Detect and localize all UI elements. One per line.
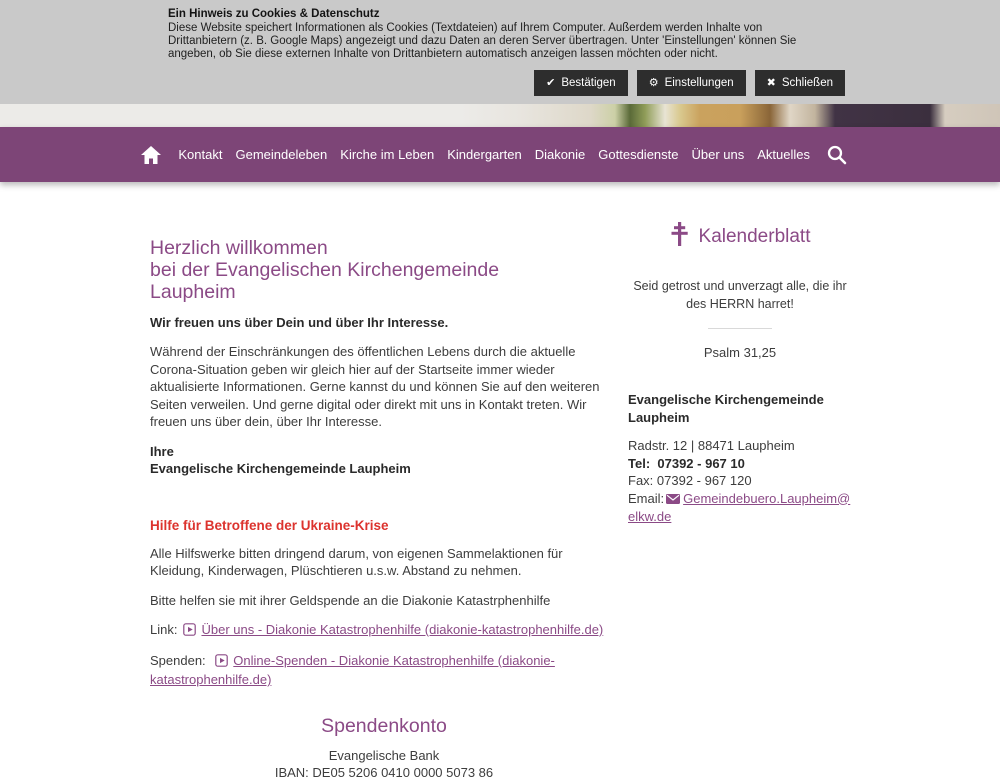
contact-fax: Fax: 07392 - 967 120 xyxy=(628,473,752,488)
cookie-title: Ein Hinweis zu Cookies & Datenschutz xyxy=(168,8,380,20)
sidebar xyxy=(628,222,852,526)
header-photo xyxy=(0,104,1000,127)
close-icon: ✖ xyxy=(766,76,776,89)
contact-block xyxy=(628,391,852,526)
phone-label: Tel: xyxy=(628,455,651,471)
cookie-body: Diese Website speichert Informationen als Cookies (Textdateien) auf Ihrem Computer. Außerdem werden Inhalte von Drittanbietern (z. B. Google Maps) angezeigt und dazu Daten an deren Server übertragen. Unter 'Einstellungen' können Sie angeben, ob Sie diese externen Inhalte von Drittanbietern automatisch anzeigen lassen möchten oder nicht. xyxy=(168,22,797,60)
nav-item-gemeindeleben[interactable]: Gemeindeleben xyxy=(235,147,328,162)
page-title xyxy=(150,237,560,303)
nav-item-aktuelles[interactable]: Aktuelles xyxy=(757,147,810,162)
main-navbar xyxy=(0,127,1000,182)
settings-button-label: Einstellungen xyxy=(664,77,734,89)
contact-email xyxy=(628,490,852,526)
donate-row-prefix: Spenden: xyxy=(150,652,206,668)
nav-item-ueber-uns[interactable]: Über uns xyxy=(691,147,745,162)
external-play-icon xyxy=(183,623,196,641)
page-title-line1: Herzlich willkommen xyxy=(150,237,328,259)
divider xyxy=(708,328,772,329)
nav-item-kindergarten[interactable]: Kindergarten xyxy=(447,147,522,162)
contact-address: Radstr. 12 | 88471 Laupheim xyxy=(628,438,795,453)
cookie-banner xyxy=(0,0,1000,104)
corona-paragraph: Während der Einschränkungen des öffentlichen Lebens durch die aktuelle Corona-Situation geben wir gleich hier auf der Startseite immer wieder aktualisierte Informationen. Gerne kannst du und können Sie auf den weiteren Seiten verweilen. Und gerne digital oder direkt mit uns in Kontakt treten. Wir freuen uns über dein, über Ihr Interesse. xyxy=(150,344,600,429)
nav-item-diakonie[interactable]: Diakonie xyxy=(534,147,586,162)
check-icon: ✔ xyxy=(546,76,556,89)
sidebar-title: Kalenderblatt xyxy=(698,225,811,247)
email-label: Email: xyxy=(628,490,665,506)
signoff-line1: Ihre xyxy=(150,443,174,459)
diakonie-donate-link[interactable]: Online-Spenden - Diakonie Katastrophenhilfe (diakonie-katastrophenhilfe.de) xyxy=(150,652,555,687)
confirm-button-label: Bestätigen xyxy=(561,77,616,89)
envelope-icon xyxy=(666,491,680,509)
gear-icon: ⚙ xyxy=(648,76,659,89)
settings-button[interactable] xyxy=(637,70,746,96)
bank-iban: IBAN: DE05 5206 0410 0000 5073 86 xyxy=(274,764,494,780)
ukraine-alert-heading: Hilfe für Betroffene der Ukraine-Krise xyxy=(150,517,389,533)
contact-name: Evangelische Kirchengemeinde Laupheim xyxy=(628,392,824,425)
diakonie-info-link[interactable]: Über uns - Diakonie Katastrophenhilfe (diakonie-katastrophenhilfe.de) xyxy=(201,622,604,637)
nav-item-kirche-im-leben[interactable]: Kirche im Leben xyxy=(340,147,435,162)
search-icon[interactable] xyxy=(826,144,848,166)
patriarchal-cross-icon xyxy=(670,222,689,251)
link-row xyxy=(150,621,618,641)
verse-reference: Psalm 31,25 xyxy=(703,345,777,360)
close-button[interactable] xyxy=(755,70,845,96)
intro-bold-text: Wir freuen uns über Dein und über Ihr Interesse. xyxy=(150,315,449,330)
email-link[interactable]: Gemeindebuero.Laupheim@elkw.de xyxy=(628,490,851,524)
daily-verse: Seid getrost und unverzagt alle, die ihr des HERRN harret! xyxy=(633,279,847,311)
home-icon[interactable] xyxy=(140,144,162,166)
confirm-button[interactable] xyxy=(534,70,628,96)
contact-phone xyxy=(628,455,852,473)
ukraine-paragraph-1: Alle Hilfswerke bitten dringend darum, von eigenen Sammelaktionen für Kleidung, Kinderwagen, Plüschtieren u.s.w. Abstand zu nehmen. xyxy=(150,545,563,578)
ukraine-paragraph-2: Bitte helfen sie mit ihrer Geldspende an die Diakonie Katastrphenhilfe xyxy=(150,592,551,608)
phone-value: 07392 - 967 10 xyxy=(657,455,745,471)
sidebar-header xyxy=(628,222,852,251)
close-button-label: Schließen xyxy=(781,77,833,89)
link-row-prefix: Link: xyxy=(150,622,178,637)
external-play-icon xyxy=(215,654,228,672)
bank-name: Evangelische Bank xyxy=(328,747,440,763)
nav-item-kontakt[interactable]: Kontakt xyxy=(178,147,223,162)
page-title-line2: bei der Evangelischen Kirchengemeinde Laupheim xyxy=(150,259,500,303)
main-content xyxy=(150,237,618,781)
cookie-buttons xyxy=(534,70,845,96)
cookie-text xyxy=(168,8,826,60)
nav-item-gottesdienste[interactable]: Gottesdienste xyxy=(598,147,679,162)
donate-row xyxy=(150,652,618,689)
signoff-text xyxy=(150,443,618,478)
donation-heading: Spendenkonto xyxy=(321,714,447,737)
nav-menu xyxy=(178,127,848,182)
signoff-line2: Evangelische Kirchengemeinde Laupheim xyxy=(150,461,411,476)
